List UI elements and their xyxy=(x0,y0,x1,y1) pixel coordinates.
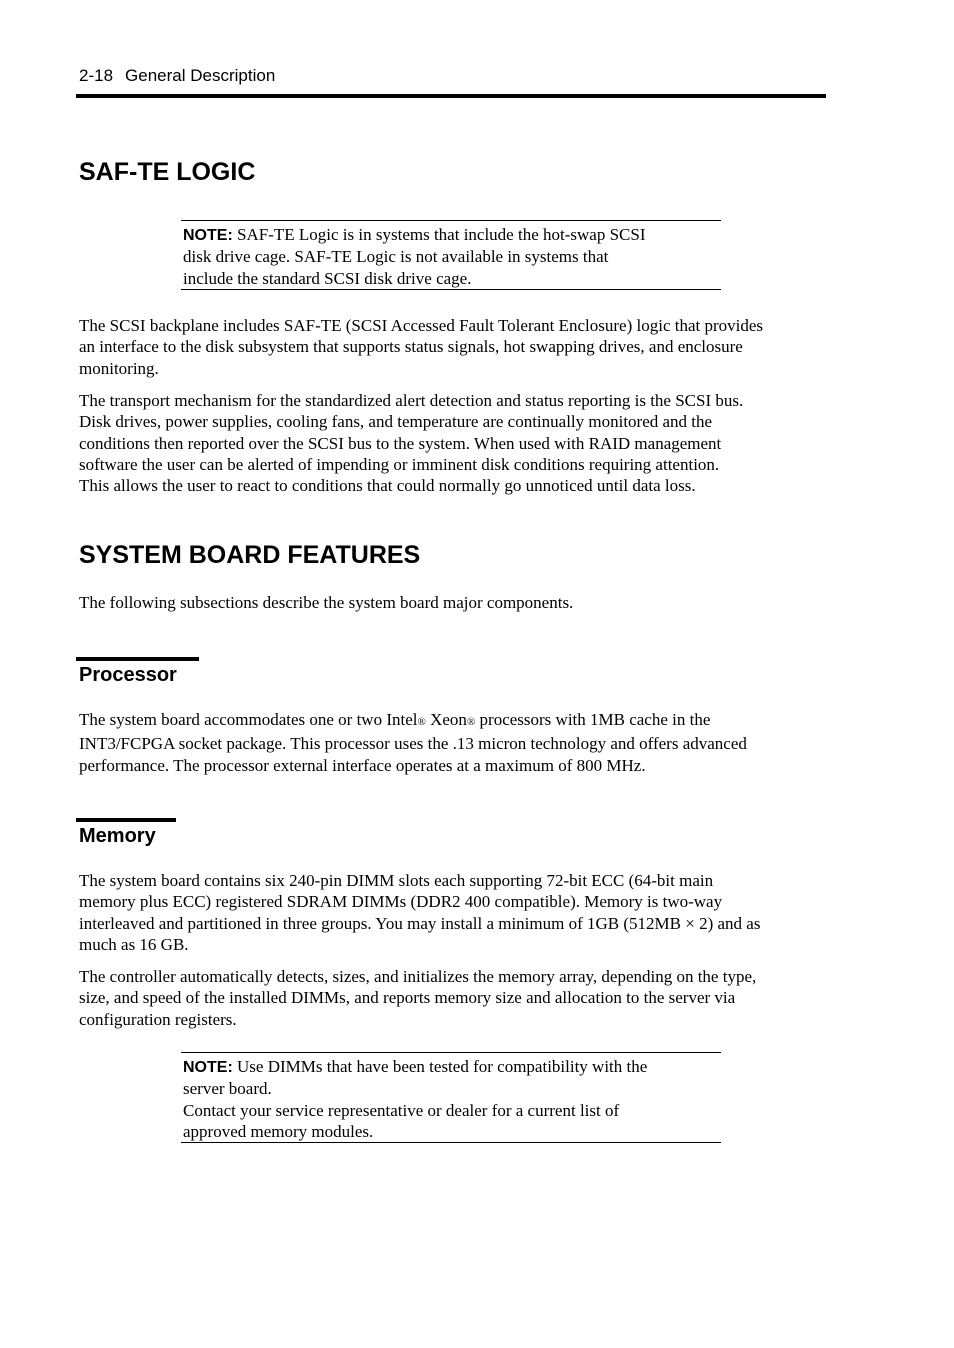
note-line: NOTE: SAF-TE Logic is in systems that include the hot-swap SCSI xyxy=(183,225,646,244)
saf-te-heading: SAF-TE LOGIC xyxy=(79,158,256,186)
note-line: Contact your service representative or dealer for a current list of xyxy=(183,1100,620,1120)
saf-te-paragraph-2: The transport mechanism for the standardized alert detection and status reporting is the SCSI bus. Disk drives, power supplies, cooling fans, and temperature are continually monitored and the conditions then reported over the SCSI bus to the system. When used with RAID management software the user can be alerted of impending or imminent disk conditions requiring attention. This allows the user to react to conditions that could normally go unnoticed until data loss. xyxy=(79,391,744,496)
note-line: include the standard SCSI disk drive cage. xyxy=(183,268,472,288)
registered-mark: ® xyxy=(466,716,476,728)
processor-heading-bar xyxy=(76,657,199,661)
memory-paragraph-2: The controller automatically detects, sizes, and initializes the memory array, depending on the type, size, and speed of the installed DIMMs, and reports memory size and allocation to the server via configuration registers. xyxy=(79,967,757,1029)
note-line: disk drive cage. SAF-TE Logic is not available in systems that xyxy=(183,247,609,267)
running-header xyxy=(79,66,275,86)
header-rule xyxy=(76,94,826,98)
system-board-heading: SYSTEM BOARD FEATURES xyxy=(79,541,421,569)
note-line: approved memory modules. xyxy=(183,1121,374,1141)
memory-heading: Memory xyxy=(79,825,156,847)
registered-mark: ® xyxy=(417,716,426,728)
note-label: NOTE: xyxy=(183,227,233,244)
saf-te-paragraph-1: The SCSI backplane includes SAF-TE (SCSI Accessed Fault Tolerant Enclosure) logic that provides an interface to the disk subsystem that supports status signals, hot swapping drives, and enclosure monitoring. xyxy=(79,316,764,378)
note-line: NOTE: Use DIMMs that have been tested for compatibility with the xyxy=(183,1057,648,1076)
memory-heading-bar xyxy=(76,818,176,822)
memory-paragraph-1: The system board contains six 240-pin DIMM slots each supporting 72-bit ECC (64-bit main memory plus ECC) registered SDRAM DIMMs (DDR2 400 compatible). Memory is two-way interleaved and partitioned in three groups. You may install a minimum of 1GB (512MB × 2) and as much as 16 GB. xyxy=(79,871,761,954)
processor-paragraph: The system board accommodates one or two Intel® Xeon® processors with 1MB cache in the INT3/FCPGA socket package. This processor uses the .13 micron technology and offers advanced performance. The processor external interface operates at a maximum of 800 MHz. xyxy=(79,710,747,775)
system-board-intro: The following subsections describe the system board major components. xyxy=(79,593,574,612)
processor-heading: Processor xyxy=(79,664,177,686)
chapter-title: General Description xyxy=(125,66,276,85)
note-label: NOTE: xyxy=(183,1059,233,1076)
memory-note xyxy=(181,1052,721,1143)
page-number: 2-18 xyxy=(79,66,114,85)
saf-te-note xyxy=(181,220,721,290)
note-line: server board. xyxy=(183,1079,272,1099)
